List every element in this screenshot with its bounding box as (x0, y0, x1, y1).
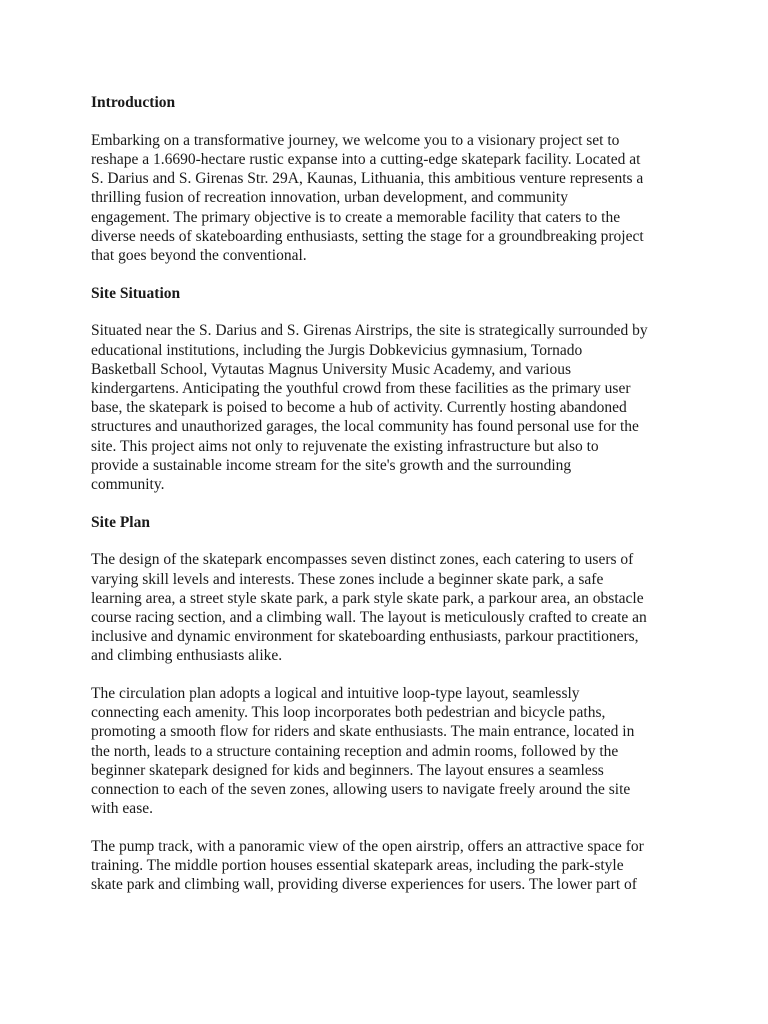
site-plan-paragraph-circulation (91, 684, 691, 818)
text-line: S. Darius and S. Girenas Str. 29A, Kaunas, Lithuania, this ambitious venture represents a (91, 170, 644, 188)
text-line: structures and unauthorized garages, the local community has found personal use for the (91, 418, 639, 436)
text-line: that goes beyond the conventional. (91, 246, 307, 264)
text-line: thrilling fusion of recreation innovation, urban development, and community (91, 189, 568, 207)
text-line: The circulation plan adopts a logical and intuitive loop-type layout, seamlessly (91, 685, 580, 703)
text-line: The pump track, with a panoramic view of the open airstrip, offers an attractive space for (91, 838, 644, 855)
text-line: reshape a 1.6690-hectare rustic expanse into a cutting-edge skatepark facility. Located at (91, 150, 641, 168)
site-plan-paragraph-pump-track (91, 837, 691, 895)
text-line: and climbing enthusiasts alike. (91, 647, 283, 665)
site-situation-paragraph (91, 321, 691, 494)
text-line: Embarking on a transformative journey, we welcome you to a visionary project set to (91, 131, 620, 149)
site-plan-paragraph-zones (91, 550, 691, 665)
text-line: the north, leads to a structure containing reception and admin rooms, followed by the (91, 742, 619, 760)
text-line: community. (91, 475, 165, 493)
text-line: educational institutions, including the Jurgis Dobkevicius gymnasium, Tornado (91, 341, 583, 359)
text-line: The design of the skatepark encompasses seven distinct zones, each catering to users of (91, 551, 634, 569)
text-line: Situated near the S. Darius and S. Girenas Airstrips, the site is strategically surrounded by (91, 322, 648, 340)
text-line: promoting a smooth flow for riders and skate enthusiasts. The main entrance, located in (91, 723, 635, 741)
text-line: provide a sustainable income stream for the site's growth and the surrounding (91, 456, 572, 474)
text-line: beginner skatepark designed for kids and beginners. The layout ensures a seamless (91, 761, 604, 779)
text-line: kindergartens. Anticipating the youthful crowd from these facilities as the primary user (91, 379, 631, 397)
text-line: varying skill levels and interests. These zones include a beginner skate park, a safe (91, 570, 604, 588)
heading-site-situation: Site Situation (91, 284, 181, 302)
introduction-paragraph (91, 131, 691, 265)
document-page (91, 93, 691, 913)
text-line: engagement. The primary objective is to create a memorable facility that caters to the (91, 208, 621, 226)
text-line: skate park and climbing wall, providing diverse experiences for users. The lower part of (91, 876, 637, 894)
text-line: site. This project aims not only to rejuvenate the existing infrastructure but also to (91, 437, 599, 455)
text-line: training. The middle portion houses essential skatepark areas, including the park-style (91, 857, 624, 875)
text-line: inclusive and dynamic environment for skateboarding enthusiasts, parkour practitioners, (91, 628, 639, 646)
text-line: connecting each amenity. This loop incorporates both pedestrian and bicycle paths, (91, 704, 606, 722)
text-line: diverse needs of skateboarding enthusiasts, setting the stage for a groundbreaking project (91, 227, 644, 245)
text-line: learning area, a street style skate park, a park style skate park, a parkour area, an obstacle (91, 589, 644, 607)
heading-introduction: Introduction (91, 94, 176, 111)
heading-site-plan: Site Plan (91, 513, 150, 531)
text-line: with ease. (91, 800, 153, 818)
text-line: course racing section, and a climbing wall. The layout is meticulously crafted to create an (91, 608, 647, 626)
text-line: connection to each of the seven zones, allowing users to navigate freely around the site (91, 781, 631, 799)
text-line: Basketball School, Vytautas Magnus University Music Academy, and various (91, 360, 572, 378)
text-line: base, the skatepark is poised to become a hub of activity. Currently hosting abandoned (91, 399, 627, 417)
